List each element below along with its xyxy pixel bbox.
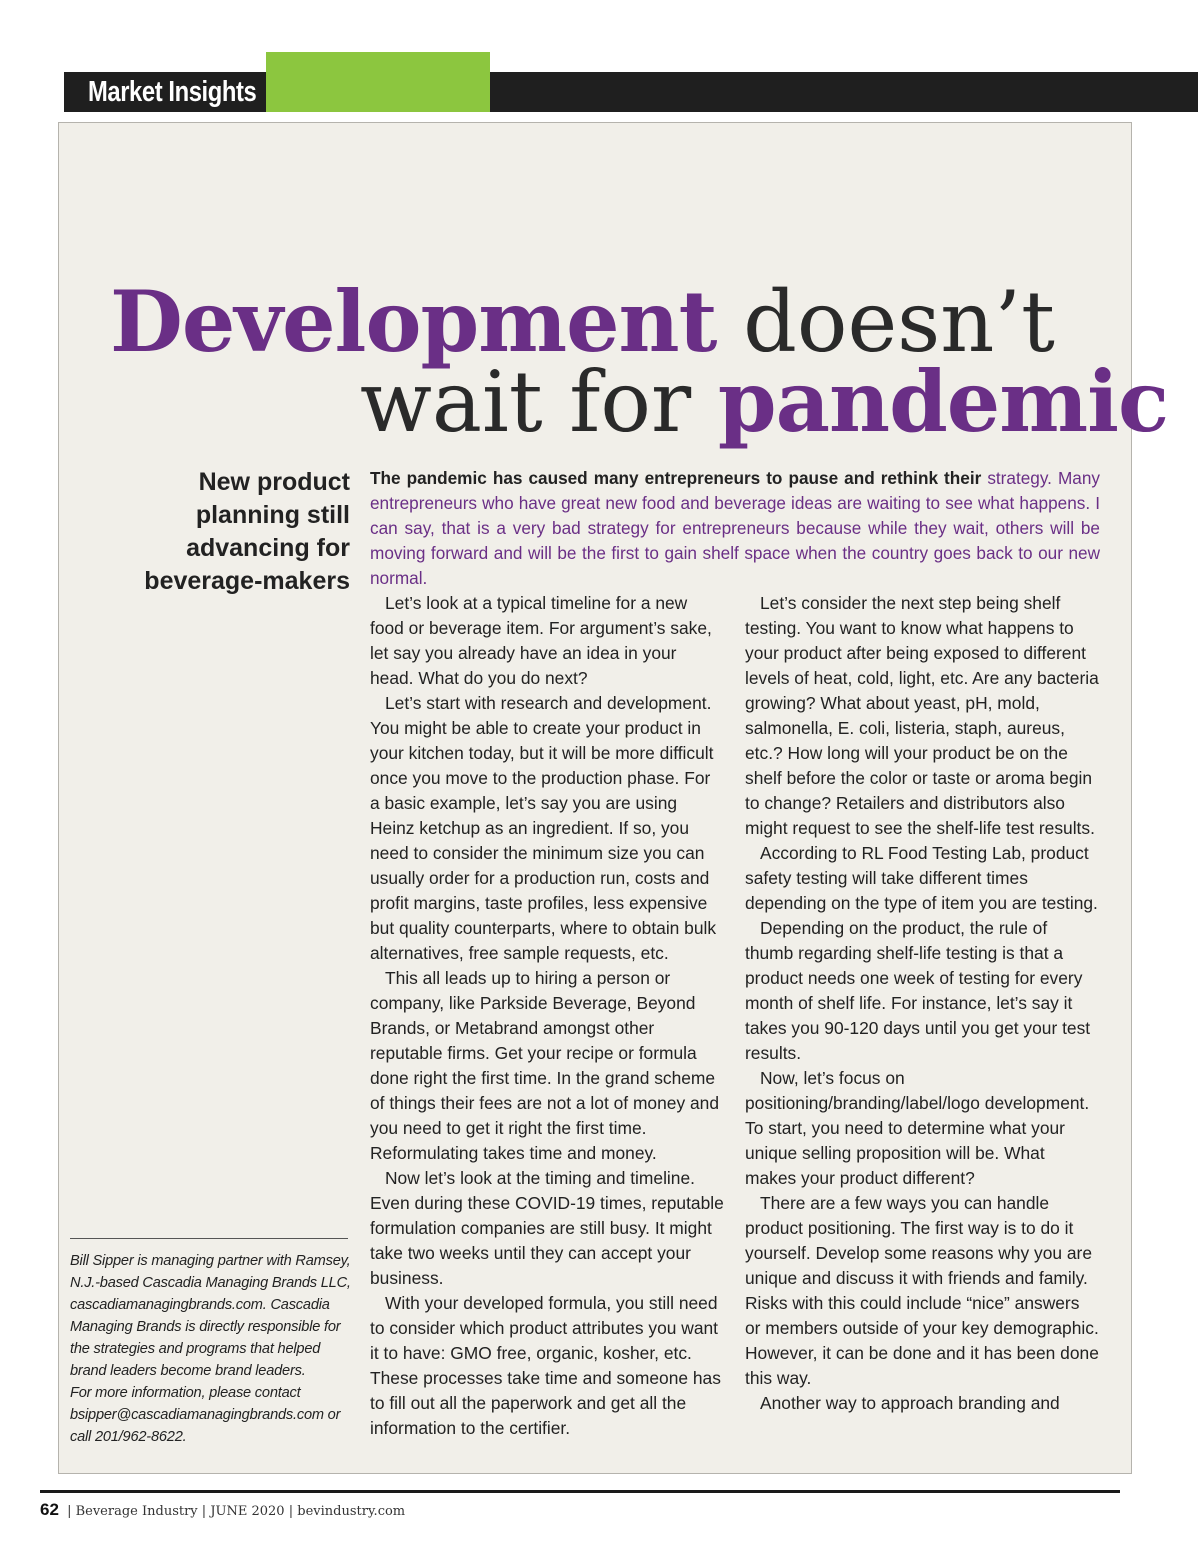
footer-separator: |	[67, 1504, 72, 1519]
body-paragraph: Depending on the product, the rule of thumb regarding shelf-life testing is that a product needs one week of testing for every month of shelf life. For instance, let’s say it takes you 90-120 days until you get your test results.	[745, 918, 1091, 1063]
body-paragraph: Let’s consider the next step being shelf testing. You want to know what happens to your product after being exposed to different levels of heat, cold, light, etc. Are any bacteria growing? What about yeast, pH, mold, salmonella, E. coli, listeria, staph, aureus, etc.? How long will your product be on the shelf before the color or taste or aroma begin to change? Retailers and distributors also might request to see the shelf-life test results.	[745, 593, 1099, 838]
headline-bold-1: Development	[110, 272, 717, 371]
section-header-accent	[266, 52, 490, 112]
article-subhead: New product planning still advancing for beverage-makers	[144, 468, 350, 595]
article-intro	[370, 466, 1100, 591]
body-paragraph: Let’s start with research and development. You might be able to create your product in your kitchen today, but it will be more difficult once you move to the production phase. For a basic example, let’s say you are using Heinz ketchup as an ingredient. If so, you need to consider the minimum size you can usually order for a production run, costs and profit margins, taste profiles, less expensive but quality counterparts, where to obtain bulk alternatives, free sample requests, etc.	[370, 693, 717, 963]
footer-separator: |	[288, 1504, 294, 1519]
footer-publication: Beverage Industry	[75, 1504, 198, 1519]
body-paragraph: Let’s look at a typical timeline for a new food or beverage item. For argument’s sake, let say you already have an idea in your head. What do you do next?	[370, 593, 712, 688]
body-paragraph: With your developed formula, you still need to consider which product attributes you want it to have: GMO free, organic, kosher, etc. These processes take time and someone has to fill out all the paperwork and get all the information to the certifier.	[370, 1293, 721, 1438]
author-bio	[70, 1250, 360, 1448]
body-paragraph: There are a few ways you can handle product positioning. The first way is to do it yourself. Develop some reasons why you are unique and discuss it with friends and family. Risks with this could include “nice” answers or members outside of your key demographic. However, it can be done and it has been done this way.	[745, 1193, 1099, 1388]
bio-divider	[70, 1238, 348, 1239]
page-footer	[40, 1498, 405, 1522]
headline-line-2	[360, 352, 1200, 451]
intro-bold-lead: The pandemic has caused many entrepreneurs to pause and rethink their	[370, 468, 982, 488]
body-paragraph: This all leads up to hiring a person or company, like Parkside Beverage, Beyond Brands, or Metabrand amongst other reputable firms. Get your recipe or formula done right the first time. In the grand scheme of things their fees are not a lot of money and you need to get it right the first time. Reformulating takes time and money.	[370, 968, 719, 1163]
body-paragraph: Now, let’s focus on positioning/branding/label/logo development. To start, you need to determine what your unique selling proposition will be. What makes your product different?	[745, 1068, 1090, 1188]
section-label: Market Insights	[88, 76, 257, 108]
headline-light-1: doesn’t	[716, 273, 1055, 371]
footer-rule	[40, 1490, 1120, 1493]
bio-main: Bill Sipper is managing partner with Ramsey, N.J.-based Cascadia Managing Brands LLC, cascadiamanagingbrands.com. Cascadia Managing Brands is directly responsible for the strategies and programs that helped brand leaders become brand leaders.	[70, 1253, 351, 1379]
body-column-left	[370, 591, 724, 1441]
footer-separator: |	[201, 1504, 207, 1519]
body-paragraph: Now let’s look at the timing and timeline. Even during these COVID-19 times, reputable formulation companies are still busy. It might take two weeks until they can accept your business.	[370, 1168, 724, 1288]
page-number: 62	[40, 1500, 59, 1519]
headline-light-2: wait for	[360, 353, 718, 451]
footer-issue: JUNE 2020	[210, 1504, 285, 1519]
body-paragraph: Another way to approach branding and	[760, 1393, 1060, 1413]
body-paragraph: According to RL Food Testing Lab, product safety testing will take different times depending on the type of item you are testing.	[745, 843, 1098, 913]
headline-bold-2: pandemic	[717, 352, 1169, 451]
bio-contact: For more information, please contact bsipper@cascadiamanagingbrands.com or call 201/962-8622.	[70, 1385, 341, 1445]
body-column-right	[745, 591, 1099, 1416]
footer-website: bevindustry.com	[297, 1504, 406, 1519]
intro-text: strategy. Many entrepreneurs who have great new food and beverage ideas are waiting to see what happens. I can say, that is a very bad strategy for entrepreneurs because while they wait, others will be moving forward and will be the first to gain shelf space when the country goes back to our new normal.	[370, 468, 1100, 588]
